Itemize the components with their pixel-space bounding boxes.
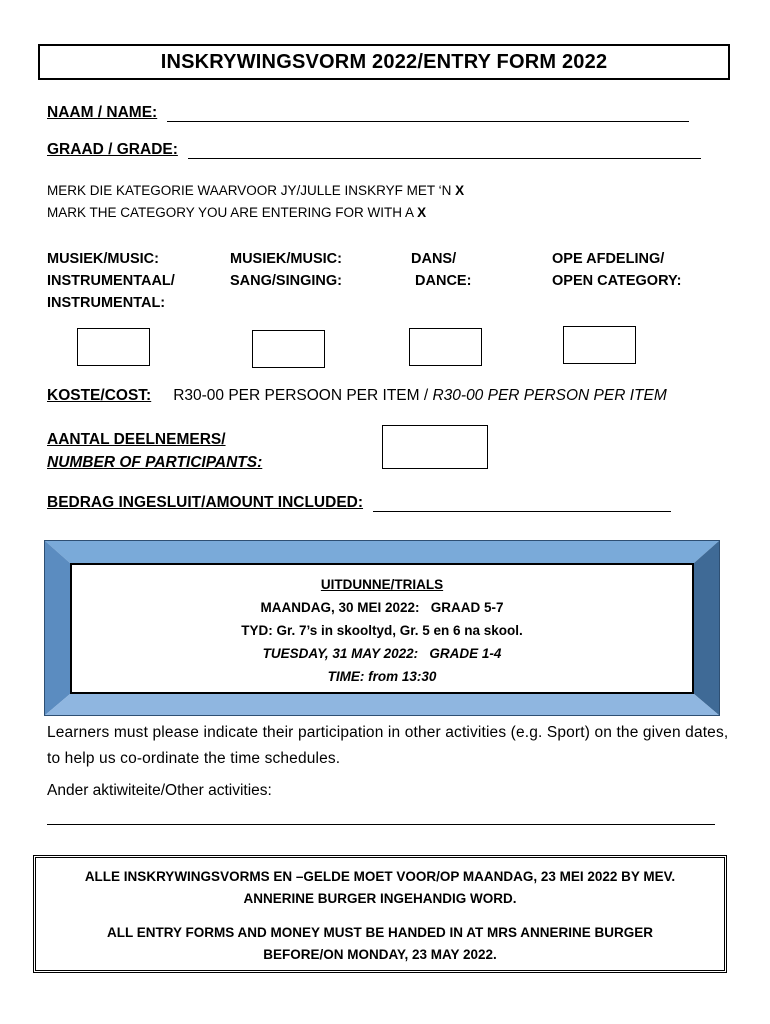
category-label-line: DANS/ bbox=[411, 251, 457, 267]
amount-field bbox=[47, 494, 671, 512]
trials-tuesday: TUESDAY, 31 MAY 2022: GRADE 1-4 bbox=[262, 646, 502, 661]
cost-line bbox=[47, 387, 667, 405]
instruction-en-text: MARK THE CATEGORY YOU ARE ENTERING FOR WITH A bbox=[47, 205, 418, 220]
category-label-line: OPE AFDELING/ bbox=[552, 251, 665, 267]
amount-label: BEDRAG INGESLUIT/AMOUNT INCLUDED: bbox=[47, 494, 364, 511]
grade-label: GRAAD / GRADE: bbox=[47, 141, 178, 158]
amount-input-line[interactable] bbox=[373, 497, 671, 512]
grade-field bbox=[47, 141, 701, 159]
name-field bbox=[47, 104, 689, 122]
cost-label: KOSTE/COST: bbox=[47, 387, 152, 404]
category-open bbox=[552, 248, 681, 292]
name-label: NAAM / NAME: bbox=[47, 104, 158, 121]
instruction-af-text: MERK DIE KATEGORIE WAARVOOR JY/JULLE INSKRYF MET ‘N bbox=[47, 183, 456, 198]
category-label-line: INSTRUMENTAAL/ bbox=[47, 273, 175, 289]
activities-note: Learners must please indicate their participation in other activities (e.g. Sport) on the given dates, to help us co-ordinate the time schedules. bbox=[47, 724, 729, 767]
category-instrumental bbox=[47, 248, 175, 314]
trials-time-en: TIME: from 13:30 bbox=[327, 669, 437, 684]
category-label-line: DANCE: bbox=[411, 273, 472, 289]
category-label-line: MUSIEK/MUSIC: bbox=[47, 251, 159, 267]
instruction-en bbox=[47, 205, 426, 220]
category-label-line: OPEN CATEGORY: bbox=[552, 273, 682, 289]
name-input-line[interactable] bbox=[167, 107, 689, 122]
trials-monday: MAANDAG, 30 MEI 2022: GRAAD 5-7 bbox=[260, 600, 504, 615]
instruction-en-mark: X bbox=[417, 205, 427, 220]
checkbox-dance[interactable] bbox=[409, 328, 482, 366]
notice-en: ALL ENTRY FORMS AND MONEY MUST BE HANDED IN AT MRS ANNERINE BURGER BEFORE/ON MONDAY, 23 MAY 2022. bbox=[106, 925, 654, 962]
form-title: INSKRYWINGSVORM 2022/ENTRY FORM 2022 bbox=[38, 44, 730, 80]
trials-heading: UITDUNNE/TRIALS bbox=[320, 577, 444, 592]
cost-af: R30-00 PER PERSOON PER ITEM / bbox=[173, 387, 433, 404]
cost-en: R30-00 PER PERSON PER ITEM bbox=[432, 387, 667, 404]
instruction-af-mark: X bbox=[455, 183, 465, 198]
category-label-line: MUSIEK/MUSIC: bbox=[230, 251, 342, 267]
category-singing bbox=[230, 248, 342, 292]
other-activities-input-line[interactable] bbox=[47, 824, 715, 825]
instruction-af bbox=[47, 183, 464, 198]
other-activities-label: Ander aktiwiteite/Other activities: bbox=[47, 782, 272, 799]
trials-time-af: TYD: Gr. 7’s in skooltyd, Gr. 5 en 6 na skool. bbox=[241, 623, 523, 638]
notice-af: ALLE INSKRYWINGSVORMS EN –GELDE MOET VOOR/OP MAANDAG, 23 MEI 2022 BY MEV. ANNERINE BURGER INGEHANDIG WORD. bbox=[84, 869, 676, 906]
submission-notice bbox=[33, 855, 727, 973]
category-label-line: INSTRUMENTAL: bbox=[47, 295, 166, 311]
participants-af: AANTAL DEELNEMERS/ bbox=[47, 431, 226, 448]
checkbox-singing[interactable] bbox=[252, 330, 325, 368]
participants-en: NUMBER OF PARTICIPANTS: bbox=[47, 454, 263, 471]
participants-input-box[interactable] bbox=[382, 425, 488, 469]
category-dance bbox=[411, 248, 471, 292]
participants-label bbox=[47, 428, 262, 474]
checkbox-instrumental[interactable] bbox=[77, 328, 150, 366]
category-label-line: SANG/SINGING: bbox=[230, 273, 342, 289]
trials-box bbox=[70, 563, 694, 694]
grade-input-line[interactable] bbox=[188, 144, 701, 159]
checkbox-open[interactable] bbox=[563, 326, 636, 364]
